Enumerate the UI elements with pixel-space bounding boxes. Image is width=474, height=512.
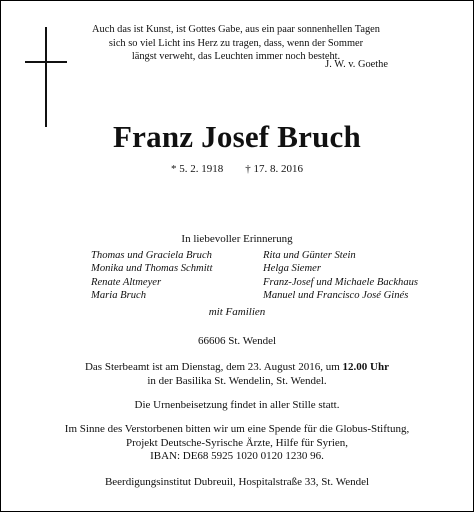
mourner: Monika und Thomas Schmitt	[91, 263, 213, 275]
poem-line: Auch das ist Kunst, ist Gottes Gabe, aus ein paar sonnenhellen Tagen	[92, 24, 380, 35]
cross-icon	[45, 27, 47, 127]
mourner: Helga Siemer	[263, 263, 321, 275]
undertaker-text: Beerdigungsinstitut Dubreuil, Hospitalstraße 33, St. Wendel	[104, 476, 370, 488]
mourner: Rita und Günter Stein	[263, 250, 356, 261]
undertaker-info	[1, 476, 473, 490]
service-info	[1, 361, 473, 388]
mourner: Franz-Josef und Michaele Backhaus	[263, 276, 419, 288]
birth-date: * 5. 2. 1918	[171, 163, 224, 175]
service-time: 12.00 Uhr	[342, 361, 389, 373]
poem-line: sich so viel Licht ins Herz zu tragen, dass, wenn der Sommer	[108, 37, 364, 49]
families-note: mit Familien	[208, 306, 266, 318]
poem-quote	[61, 23, 411, 64]
deceased-name: Franz Josef Bruch	[113, 119, 361, 154]
life-dates	[1, 163, 473, 175]
place: 66606 St. Wendel	[197, 335, 277, 347]
mourner: Thomas und Graciela Bruch	[91, 250, 212, 261]
poem-author: J. W. v. Goethe	[325, 59, 388, 70]
mourner: Maria Bruch	[91, 289, 147, 301]
urn-text: Die Urnenbeisetzung findet in aller Stille statt.	[134, 399, 340, 411]
urn-burial-note	[1, 399, 473, 413]
service-text: Das Sterbeamt ist am Dienstag, dem 23. August 2016, um	[84, 361, 343, 373]
donation-line: Projekt Deutsche-Syrische Ärzte, Hilfe für Syrien,	[125, 436, 349, 449]
service-location: in der Basilika St. Wendelin, St. Wendel.	[147, 374, 327, 387]
service-line	[1, 361, 473, 375]
mourner: Renate Altmeyer	[91, 276, 162, 288]
mourner: Manuel und Francisco José Ginés	[263, 289, 409, 301]
death-date: † 17. 8. 2016	[245, 163, 303, 175]
donation-info	[1, 423, 473, 464]
poem-line: längst verweht, das Leuchten immer noch besteht.	[131, 51, 341, 62]
donation-line: Im Sinne des Verstorbenen bitten wir um eine Spende für die Globus-Stiftung,	[64, 423, 410, 435]
memory-heading: In liebevoller Erinnerung	[181, 233, 293, 245]
donation-iban: IBAN: DE68 5925 1020 0120 1230 96.	[150, 450, 324, 462]
